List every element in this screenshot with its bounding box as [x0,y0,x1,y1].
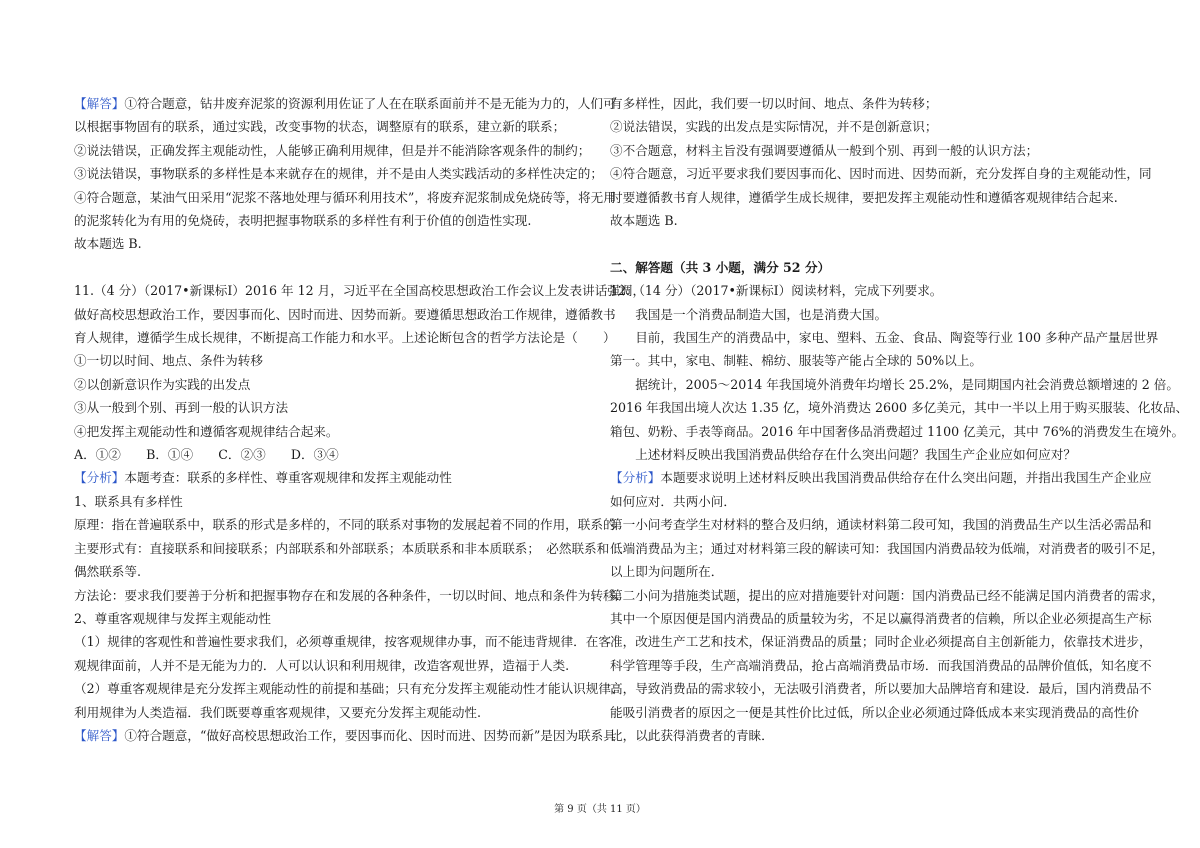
line-text: 以根据事物固有的联系，通过实践，改变事物的状态，调整原有的联系，建立新的联系； [74,119,566,135]
line-text: 故本题选 B. [74,236,142,252]
text-line [74,139,592,162]
line-text: 有多样性，因此，我们要一切以时间、地点、条件为转移； [610,96,938,111]
line-text: 12．（14 分）（2017•新课标Ⅰ）阅读材料，完成下列要求。 [610,283,943,299]
text-line [74,607,592,630]
line-text: 二、解答题（共 3 小题，满分 52 分） [610,259,831,275]
text-line [74,490,592,513]
line-text: 观规律面前，人并不是无能为力的．人可以认识和利用规律，改造客观世界，造福于人类. [74,657,570,673]
line-text: 高，导致消费品的需求较小，无法吸引消费者，所以要加大品牌培育和建设．最后，国内消费品不 [610,681,1152,697]
line-text: 以上即为问题所在． [610,564,724,580]
text-line [610,209,1128,232]
line-text: 比，以此获得消费者的青睐． [610,727,774,743]
text-line [610,279,1128,302]
line-text: ①符合题意，“做好高校思想政治工作，要因事而化、因时而进、因势而新”是因为联系具 [124,727,616,743]
text-line [74,701,592,724]
line-text: ③不合题意，材料主旨没有强调要遵循从一般到个别、再到一般的认识方法； [610,142,1039,158]
line-text: ②说法错误，实践的出发点是实际情况，并不是创新意识； [610,119,938,135]
line-text: 第一。其中，家电、制鞋、棉纺、服装等产能占全球的 50%以上。 [610,353,983,369]
text-line [74,677,624,700]
line-text: ①一切以时间、地点、条件为转移 [74,353,263,369]
line-text: A．①② B．①④ C．②③ D．③④ [74,447,339,463]
line-text: （2）尊重客观规律是充分发挥主观能动性的前提和基础；只有充分发挥主观能动性才能认识规律、 [74,681,624,697]
line-text: 方法论：要求我们要善于分析和把握事物存在和发展的各种条件，一切以时间、地点和条件为转移. [74,587,620,603]
line-text: 能吸引消费者的原因之一便是其性价比过低，所以企业必须通过降低成本来实现消费品的高性价 [610,704,1139,720]
line-text: 上述材料反映出我国消费品供给存在什么突出问题？我国生产企业应如何应对？ [610,447,1076,463]
line-text: 故本题选 B. [610,213,678,229]
line-text: ④符合题意，习近平要求我们要因事而化、因时而进、因势而新，充分发挥自身的主观能动性，同 [610,166,1152,182]
text-line [610,607,1152,630]
text-line [610,326,1159,349]
blank-line [610,232,1128,255]
line-text: 育人规律，遵循学生成长规律，不断提高工作能力和水平。上述论断包含的哲学方法论是（ ） [74,330,616,346]
line-text: 11.（4 分）（2017•新课标Ⅰ）2016 年 12 月，习近平在全国高校思想政治工作会议上发表讲话强调， [74,283,646,299]
section-heading [610,256,1128,279]
text-line [610,513,1152,536]
answer-tag: 【分析】 [610,470,661,486]
text-line [610,396,1189,419]
line-text: 2016 年我国出境人次达 1.35 亿，境外消费达 2600 多亿美元，其中一半以上用于购买服装、化妆品、 [610,400,1189,416]
text-line [74,630,611,653]
text-line [610,162,1152,185]
text-line [74,466,592,489]
text-line [74,396,592,419]
text-line [74,303,616,326]
line-text: 低端消费品为主；通过对材料第三段的解读可知：我国国内消费品较为低端，对消费者的吸引不足， [610,540,1165,556]
line-text: ③从一般到个别、再到一般的认识方法 [74,400,289,416]
text-line [74,537,610,560]
text-line [610,92,1128,115]
text-line [610,584,1165,607]
line-text: ④符合题意，某油气田采用“泥浆不落地处理与循环利用技术”，将废弃泥浆制成免烧砖等，将无用 [74,189,616,205]
line-text: 科学管理等手段，生产高端消费品，抢占高端消费品市场．而我国消费品的品牌价值低，知名度不 [610,657,1152,673]
line-text: ①符合题意，钻井废弃泥浆的资源利用佐证了人在在联系面前并不是无能为力的，人们可 [124,96,616,111]
text-line [74,654,592,677]
line-text: 偶然联系等. [74,564,141,580]
text-line [610,186,1128,209]
text-line [74,349,592,372]
line-text: 本题考查：联系的多样性、尊重客观规律和发挥主观能动性 [124,470,452,486]
text-line [74,186,616,209]
line-text: 第二小问为措施类试题，提出的应对措施要针对问题：国内消费品已经不能满足国内消费者的需求， [610,587,1165,603]
line-text: （1）规律的客观性和普遍性要求我们，必须尊重规律，按客观规律办事，而不能违背规律．在客 [74,634,611,650]
text-line [74,209,592,232]
text-line [74,420,592,443]
blank-line [74,256,592,279]
line-text: 箱包、奶粉、手表等商品。2016 年中国奢侈品消费超过 1100 亿美元，其中 76%的消费发生在境外。 [610,423,1185,439]
line-text: 1、联系具有多样性 [74,493,183,509]
text-line [610,373,1179,396]
text-line [610,701,1139,724]
line-text: 目前，我国生产的消费品中，家电、塑料、五金、食品、陶瓷等行业 100 多种产品产量居世界 [610,330,1159,346]
text-line [610,630,1152,653]
line-text: 主要形式有：直接联系和间接联系；内部联系和外部联系；本质联系和非本质联系； 必然联系和 [74,540,610,556]
line-text: 本题要求说明上述材料反映出我国消费品供给存在什么突出问题，并指出我国生产企业应 [660,470,1152,486]
line-text: 其中一个原因便是国内消费品的质量较为劣，不足以赢得消费者的信赖，所以企业必须提高生产标 [610,610,1152,626]
line-text: 做好高校思想政治工作，要因事而化、因时而进、因势而新。要遵循思想政治工作规律，遵循教书 [74,306,616,322]
answer-tag: 【分析】 [74,470,125,486]
text-line [610,349,1128,372]
text-line [74,115,592,138]
text-line [74,724,616,747]
text-line [74,513,616,536]
line-text: 如何应对．共两小问． [610,493,736,509]
text-line [610,466,1152,489]
text-line [610,490,1128,513]
line-text: ④把发挥主观能动性和遵循客观规律结合起来。 [74,423,339,439]
line-text: 利用规律为人类造福．我们既要尊重客观规律，又要充分发挥主观能动性. [74,704,482,720]
text-line [610,654,1152,677]
answer-tag: 【解答】 [74,727,125,743]
text-line [610,420,1185,443]
text-line [610,443,1128,466]
line-text: 原理：指在普遍联系中，联系的形式是多样的，不同的联系对事物的发展起着不同的作用，联系的 [74,517,616,533]
line-text: 第一小问考查学生对材料的整合及归纳，通读材料第二段可知，我国的消费品生产以生活必需品和 [610,517,1152,533]
text-line [74,326,616,349]
right-column [610,92,1189,747]
line-text: ②以创新意识作为实践的出发点 [74,376,251,392]
text-line [74,279,646,302]
line-text: 2、尊重客观规律与发挥主观能动性 [74,610,271,626]
line-text: 我国是一个消费品制造大国，也是消费大国。 [610,306,888,322]
text-line [74,162,603,185]
text-line [74,443,592,466]
text-line [74,560,592,583]
text-line [610,139,1128,162]
text-line [74,92,616,115]
line-text: ②说法错误，正确发挥主观能动性，人能够正确利用规律，但是并不能消除客观条件的制约； [74,142,591,158]
line-text: 时要遵循教书育人规律，遵循学生成长规律，要把发挥主观能动性和遵循客观规律结合起来. [610,189,1118,205]
text-line [610,560,1128,583]
line-text: 的泥浆转化为有用的免烧砖，表明把握事物联系的多样性有利于价值的创造性实现. [74,213,532,229]
text-line [610,724,1128,747]
answer-tag: 【解答】 [74,96,125,111]
page-footer: 第 9 页（共 11 页） [554,804,646,815]
text-line [610,115,1128,138]
text-line [610,537,1165,560]
text-line [74,232,592,255]
text-line [610,303,1128,326]
left-column [74,92,646,747]
text-line [610,677,1152,700]
line-text: 准，改进生产工艺和技术，保证消费品的质量；同时企业必须提高自主创新能力，依靠技术进步， [610,634,1152,650]
text-line [74,373,592,396]
line-text: 据统计，2005～2014 年我国境外消费年均增长 25.2%，是同期国内社会消费总额增速的 2 倍。 [610,376,1179,392]
text-line [74,584,620,607]
line-text: ③说法错误，事物联系的多样性是本来就存在的规律，并不是由人类实践活动的多样性决定的； [74,166,603,182]
